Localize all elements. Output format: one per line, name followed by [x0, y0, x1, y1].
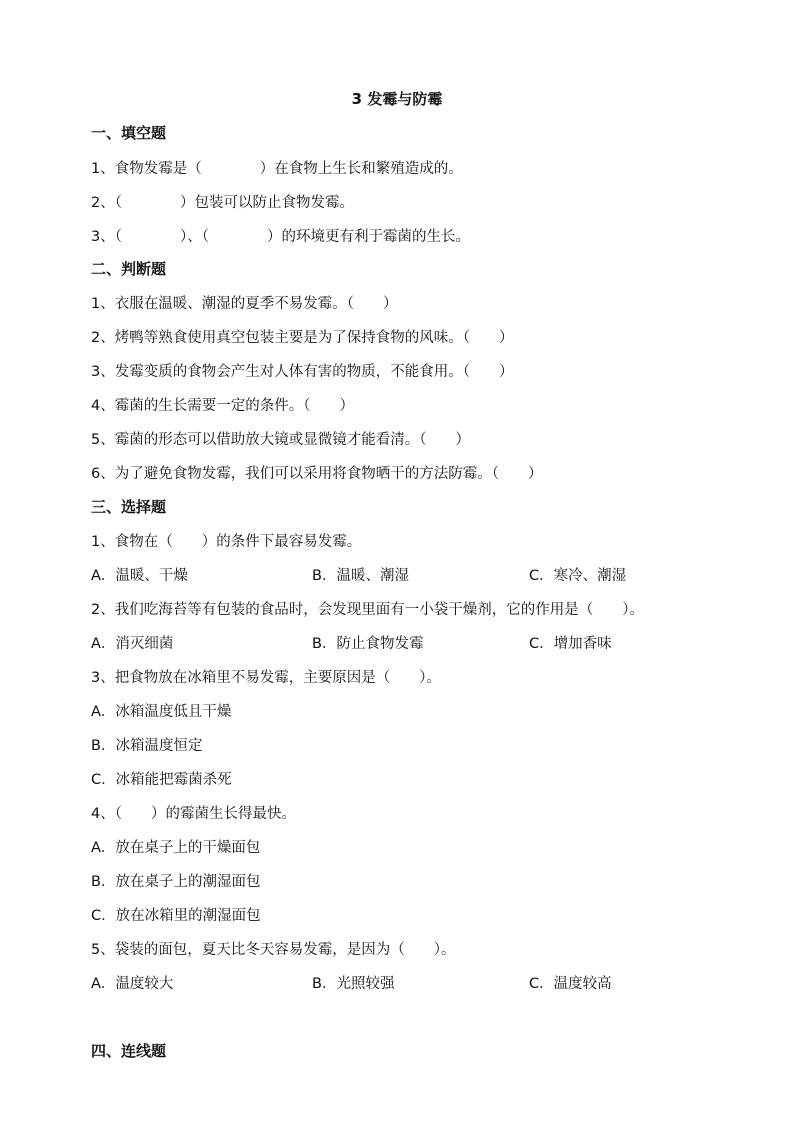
true-false-question-2: 2、烤鸭等熟食使用真空包装主要是为了保持食物的风味。（ ）	[91, 330, 514, 346]
fill-in-question-2: 2、（ ）包装可以防止食物发霉。	[91, 195, 354, 211]
choice-question-3-option-c: C．冰箱能把霉菌杀死	[91, 772, 232, 788]
true-false-question-6: 6、为了避免食物发霉，我们可以采用将食物晒干的方法防霉。（ ）	[91, 466, 543, 482]
choice-question-4-option-a: A．放在桌子上的干燥面包	[91, 840, 261, 856]
section-heading-fill-in: 一、填空题	[91, 124, 167, 142]
choice-question-2-option-a: A．消灭细菌	[91, 636, 174, 652]
true-false-question-5: 5、霉菌的形态可以借助放大镜或显微镜才能看清。（ ）	[91, 432, 470, 448]
choice-question-1-option-c: C．寒冷、潮湿	[529, 568, 627, 584]
choice-question-5-option-b: B．光照较强	[312, 976, 395, 992]
section-heading-matching: 四、连线题	[91, 1042, 167, 1060]
true-false-question-4: 4、霉菌的生长需要一定的条件。（ ）	[91, 398, 354, 414]
choice-question-3-option-a: A．冰箱温度低且干燥	[91, 704, 232, 720]
choice-question-1-option-a: A．温暖、干燥	[91, 568, 188, 584]
page-title: 3 发霉与防霉	[351, 90, 443, 108]
choice-question-2: 2、我们吃海苔等有包装的食品时，会发现里面有一小袋干燥剂，它的作用是（ ）。	[91, 602, 644, 618]
choice-question-4-option-b: B．放在桌子上的潮湿面包	[91, 874, 261, 890]
choice-question-5-option-a: A．温度较大	[91, 976, 174, 992]
choice-question-3-option-b: B．冰箱温度恒定	[91, 738, 203, 754]
section-heading-true-false: 二、判断题	[91, 260, 167, 278]
choice-question-2-option-b: B．防止食物发霉	[312, 636, 424, 652]
choice-question-4: 4、（ ）的霉菌生长得最快。	[91, 806, 296, 822]
choice-question-1-option-b: B．温暖、潮湿	[312, 568, 409, 584]
true-false-question-1: 1、衣服在温暖、潮湿的夏季不易发霉。（ ）	[91, 296, 398, 312]
choice-question-5: 5、袋装的面包，夏天比冬天容易发霉，是因为（ ）。	[91, 942, 456, 958]
fill-in-question-1: 1、食物发霉是（ ）在食物上生长和繁殖造成的。	[91, 161, 463, 177]
choice-question-2-option-c: C．增加香味	[529, 636, 612, 652]
choice-question-3: 3、把食物放在冰箱里不易发霉，主要原因是（ ）。	[91, 670, 441, 686]
true-false-question-3: 3、发霉变质的食物会产生对人体有害的物质，不能食用。（ ）	[91, 364, 514, 380]
section-heading-multiple-choice: 三、选择题	[91, 498, 167, 516]
choice-question-5-option-c: C．温度较高	[529, 976, 612, 992]
choice-question-4-option-c: C．放在冰箱里的潮湿面包	[91, 908, 261, 924]
choice-question-1: 1、食物在（ ）的条件下最容易发霉。	[91, 534, 362, 550]
fill-in-question-3: 3、（ ）、（ ）的环境更有利于霉菌的生长。	[91, 229, 470, 245]
